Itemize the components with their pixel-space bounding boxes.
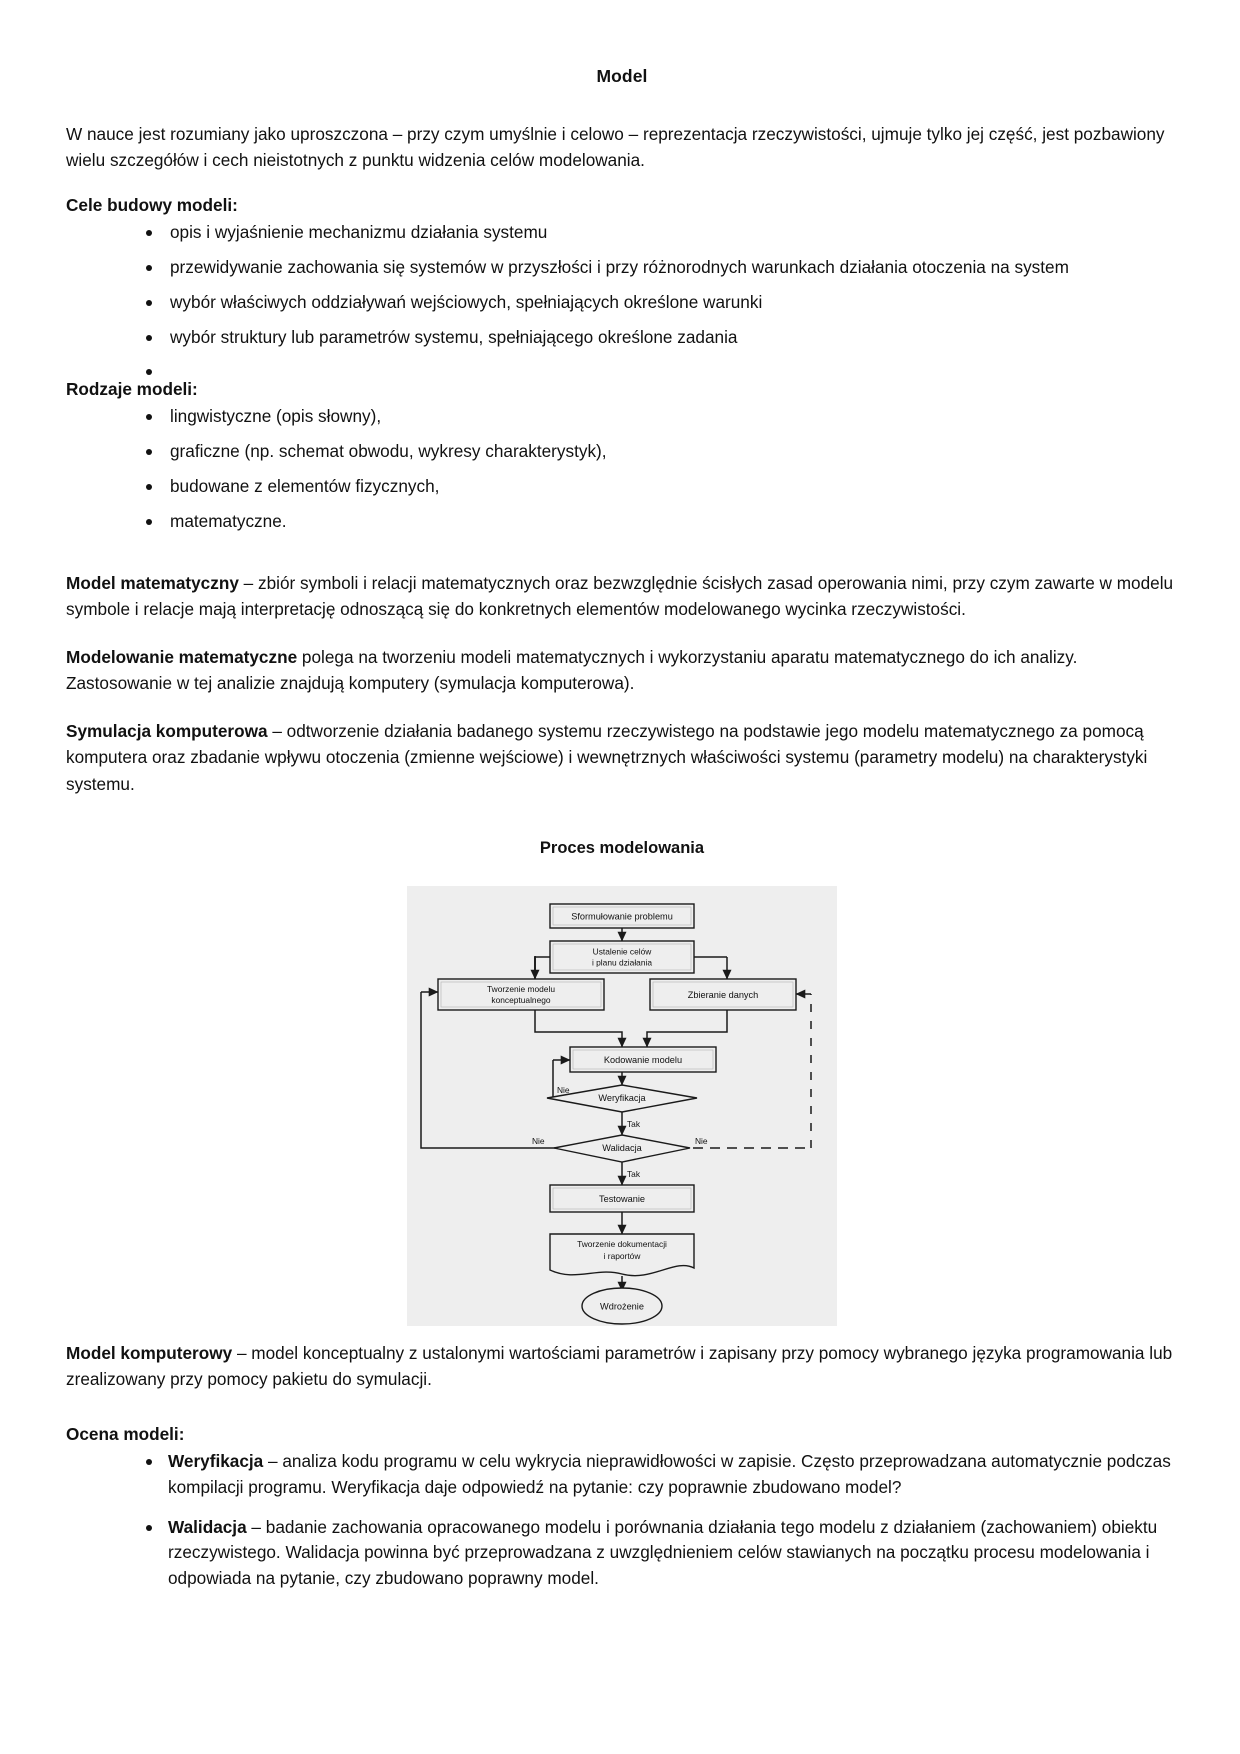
edge-label-walidacja-nie-left: Nie bbox=[532, 1135, 545, 1146]
edge-label-walidacja-nie-right: Nie bbox=[695, 1135, 708, 1146]
flowchart-canvas bbox=[407, 886, 837, 1326]
term-walidacja: Walidacja bbox=[168, 1516, 247, 1537]
edge-zbieranie-kodowanie bbox=[647, 1010, 727, 1047]
paragraph-model-matematyczny bbox=[66, 570, 1178, 622]
spacer bbox=[66, 1414, 1178, 1424]
list-item: matematyczne. bbox=[110, 509, 1178, 535]
flow-node-wdrozenie bbox=[582, 1288, 662, 1324]
flow-node-label: Wdrożenie bbox=[600, 1301, 644, 1312]
edge-label-walidacja-tak: Tak bbox=[627, 1168, 641, 1179]
term-symulacja-komputerowa: Symulacja komputerowa bbox=[66, 721, 268, 742]
page-title: Model bbox=[596, 66, 648, 86]
flow-node-testowanie bbox=[550, 1185, 694, 1212]
flow-node-walidacja bbox=[554, 1135, 690, 1162]
edge-walidacja-nie-left-loop bbox=[421, 992, 585, 1148]
paragraph-symulacja-komputerowa bbox=[66, 718, 1178, 796]
flow-node-label-line1: Tworzenie dokumentacji bbox=[577, 1238, 667, 1249]
flow-node-label-line2: i raportów bbox=[603, 1250, 641, 1261]
paragraph-modelowanie-matematyczne bbox=[66, 644, 1178, 696]
heading-rodzaje-modeli: Rodzaje modeli: bbox=[66, 379, 198, 400]
flow-node-label: Zbieranie danych bbox=[687, 989, 759, 1000]
flow-node-label-line1: Tworzenie modelu bbox=[487, 983, 555, 994]
list-cele-budowy bbox=[66, 220, 1178, 373]
list-item: graficzne (np. schemat obwodu, wykresy charakterystyk), bbox=[110, 439, 1178, 465]
flow-node-ustalenie-celow bbox=[550, 941, 694, 973]
heading-cele-budowy: Cele budowy modeli: bbox=[66, 195, 238, 216]
list-ocena-modeli bbox=[66, 1449, 1178, 1592]
list-rodzaje-modeli bbox=[66, 404, 1178, 534]
flow-node-label-line2: konceptualnego bbox=[491, 994, 551, 1005]
spacer bbox=[66, 544, 1178, 570]
flow-node-label-line2: i planu działania bbox=[591, 957, 653, 968]
list-item: wybór właściwych oddziaływań wejściowych, spełniających określone warunki bbox=[110, 290, 1178, 316]
flow-node-sformulowanie-problemu bbox=[550, 904, 694, 928]
flow-node-label: Weryfikacja bbox=[598, 1092, 646, 1103]
term-model-komputerowy: Model komputerowy bbox=[66, 1342, 233, 1363]
body-modelowanie-matematyczne: polega na tworzeniu modeli matematycznych i wykorzystaniu aparatu matematycznego do ich analizy. Zastosowanie w tej analizie znajdują komputery (symulacja komputerowa). bbox=[66, 646, 1078, 694]
list-item bbox=[110, 359, 1178, 373]
intro-paragraph: W nauce jest rozumiany jako uproszczona – przy czym umyślnie i celowo – reprezentacja rzeczywistości, ujmuje tylko jej część, jest pozbawiony wielu szczegółów i cech nieistotnych z punktu widzenia celów modelowania. bbox=[66, 124, 1165, 171]
paragraph-model-komputerowy bbox=[66, 1340, 1178, 1392]
flow-node-tworzenie-modelu bbox=[438, 979, 604, 1010]
term-modelowanie-matematyczne: Modelowanie matematyczne bbox=[66, 646, 298, 667]
list-item: opis i wyjaśnienie mechanizmu działania systemu bbox=[110, 220, 1178, 246]
flow-node-label: Sformułowanie problemu bbox=[571, 911, 673, 922]
flow-node-label-line1: Ustalenie celów bbox=[592, 946, 652, 957]
edge-label-weryfikacja-tak: Tak bbox=[627, 1118, 641, 1129]
list-item: budowane z elementów fizycznych, bbox=[110, 474, 1178, 500]
edge-label-weryfikacja-nie: Nie bbox=[557, 1084, 570, 1095]
list-item bbox=[110, 1515, 1178, 1592]
edge-tworzenie-kodowanie bbox=[535, 1010, 622, 1047]
flowchart-figure bbox=[66, 839, 1178, 1326]
flow-node-label: Walidacja bbox=[602, 1142, 642, 1153]
list-item: przewidywanie zachowania się systemów w przyszłości i przy różnorodnych warunkach działania otoczenia na system bbox=[110, 255, 1178, 281]
list-item: lingwistyczne (opis słowny), bbox=[110, 404, 1178, 430]
list-item: wybór struktury lub parametrów systemu, spełniającego określone zadania bbox=[110, 325, 1178, 351]
flow-node-kodowanie-modelu bbox=[570, 1047, 716, 1072]
list-item bbox=[110, 1449, 1178, 1501]
flow-node-zbieranie-danych bbox=[650, 979, 796, 1010]
flowchart-title: Proces modelowania bbox=[539, 838, 705, 857]
term-model-matematyczny: Model matematyczny bbox=[66, 572, 239, 593]
body-weryfikacja: – analiza kodu programu w celu wykrycia nieprawidłowości w zapisie. Często przeprowadzana automatycznie podczas kompilacji programu. Weryfikacja daje odpowiedź na pytanie: czy poprawnie zbudowano model? bbox=[168, 1450, 1171, 1497]
body-walidacja: – badanie zachowania opracowanego modelu i porównania działania tego modelu z działaniem (zachowaniem) obiektu rzeczywistego. Walidacja powinna być przeprowadzana z uwzględnieniem celów stawianych na początku procesu modelowania i odpowiada na pytanie, czy zbudowano poprawny model. bbox=[168, 1516, 1158, 1589]
body-model-komputerowy: – model konceptualny z ustalonymi wartościami parametrów i zapisany przy pomocy wybranego języka programowania lub zrealizowany przy pomocy pakietu do symulacji. bbox=[66, 1342, 1173, 1389]
body-model-matematyczny: – zbiór symboli i relacji matematycznych oraz bezwzględnie ścisłych zasad operowania nimi, przy czym zawarte w modelu symbole i relacje mają interpretację odnoszącą się do konkretnych elementów modelowanego wycinka rzeczywistości. bbox=[66, 572, 1174, 619]
flow-node-tworzenie-dokumentacji bbox=[550, 1234, 694, 1276]
heading-ocena-modeli: Ocena modeli: bbox=[66, 1423, 185, 1444]
body-symulacja-komputerowa: – odtworzenie działania badanego systemu rzeczywistego na podstawie jego modelu matematycznego za pomocą komputera oraz zbadanie wpływu otoczenia (zmienne wejściowe) i wewnętrznych właściwości systemu (parametry modelu) na charakterystyki systemu. bbox=[66, 721, 1148, 794]
flow-node-label: Testowanie bbox=[599, 1193, 645, 1204]
term-weryfikacja: Weryfikacja bbox=[168, 1450, 264, 1471]
flow-node-label: Kodowanie modelu bbox=[603, 1054, 683, 1065]
